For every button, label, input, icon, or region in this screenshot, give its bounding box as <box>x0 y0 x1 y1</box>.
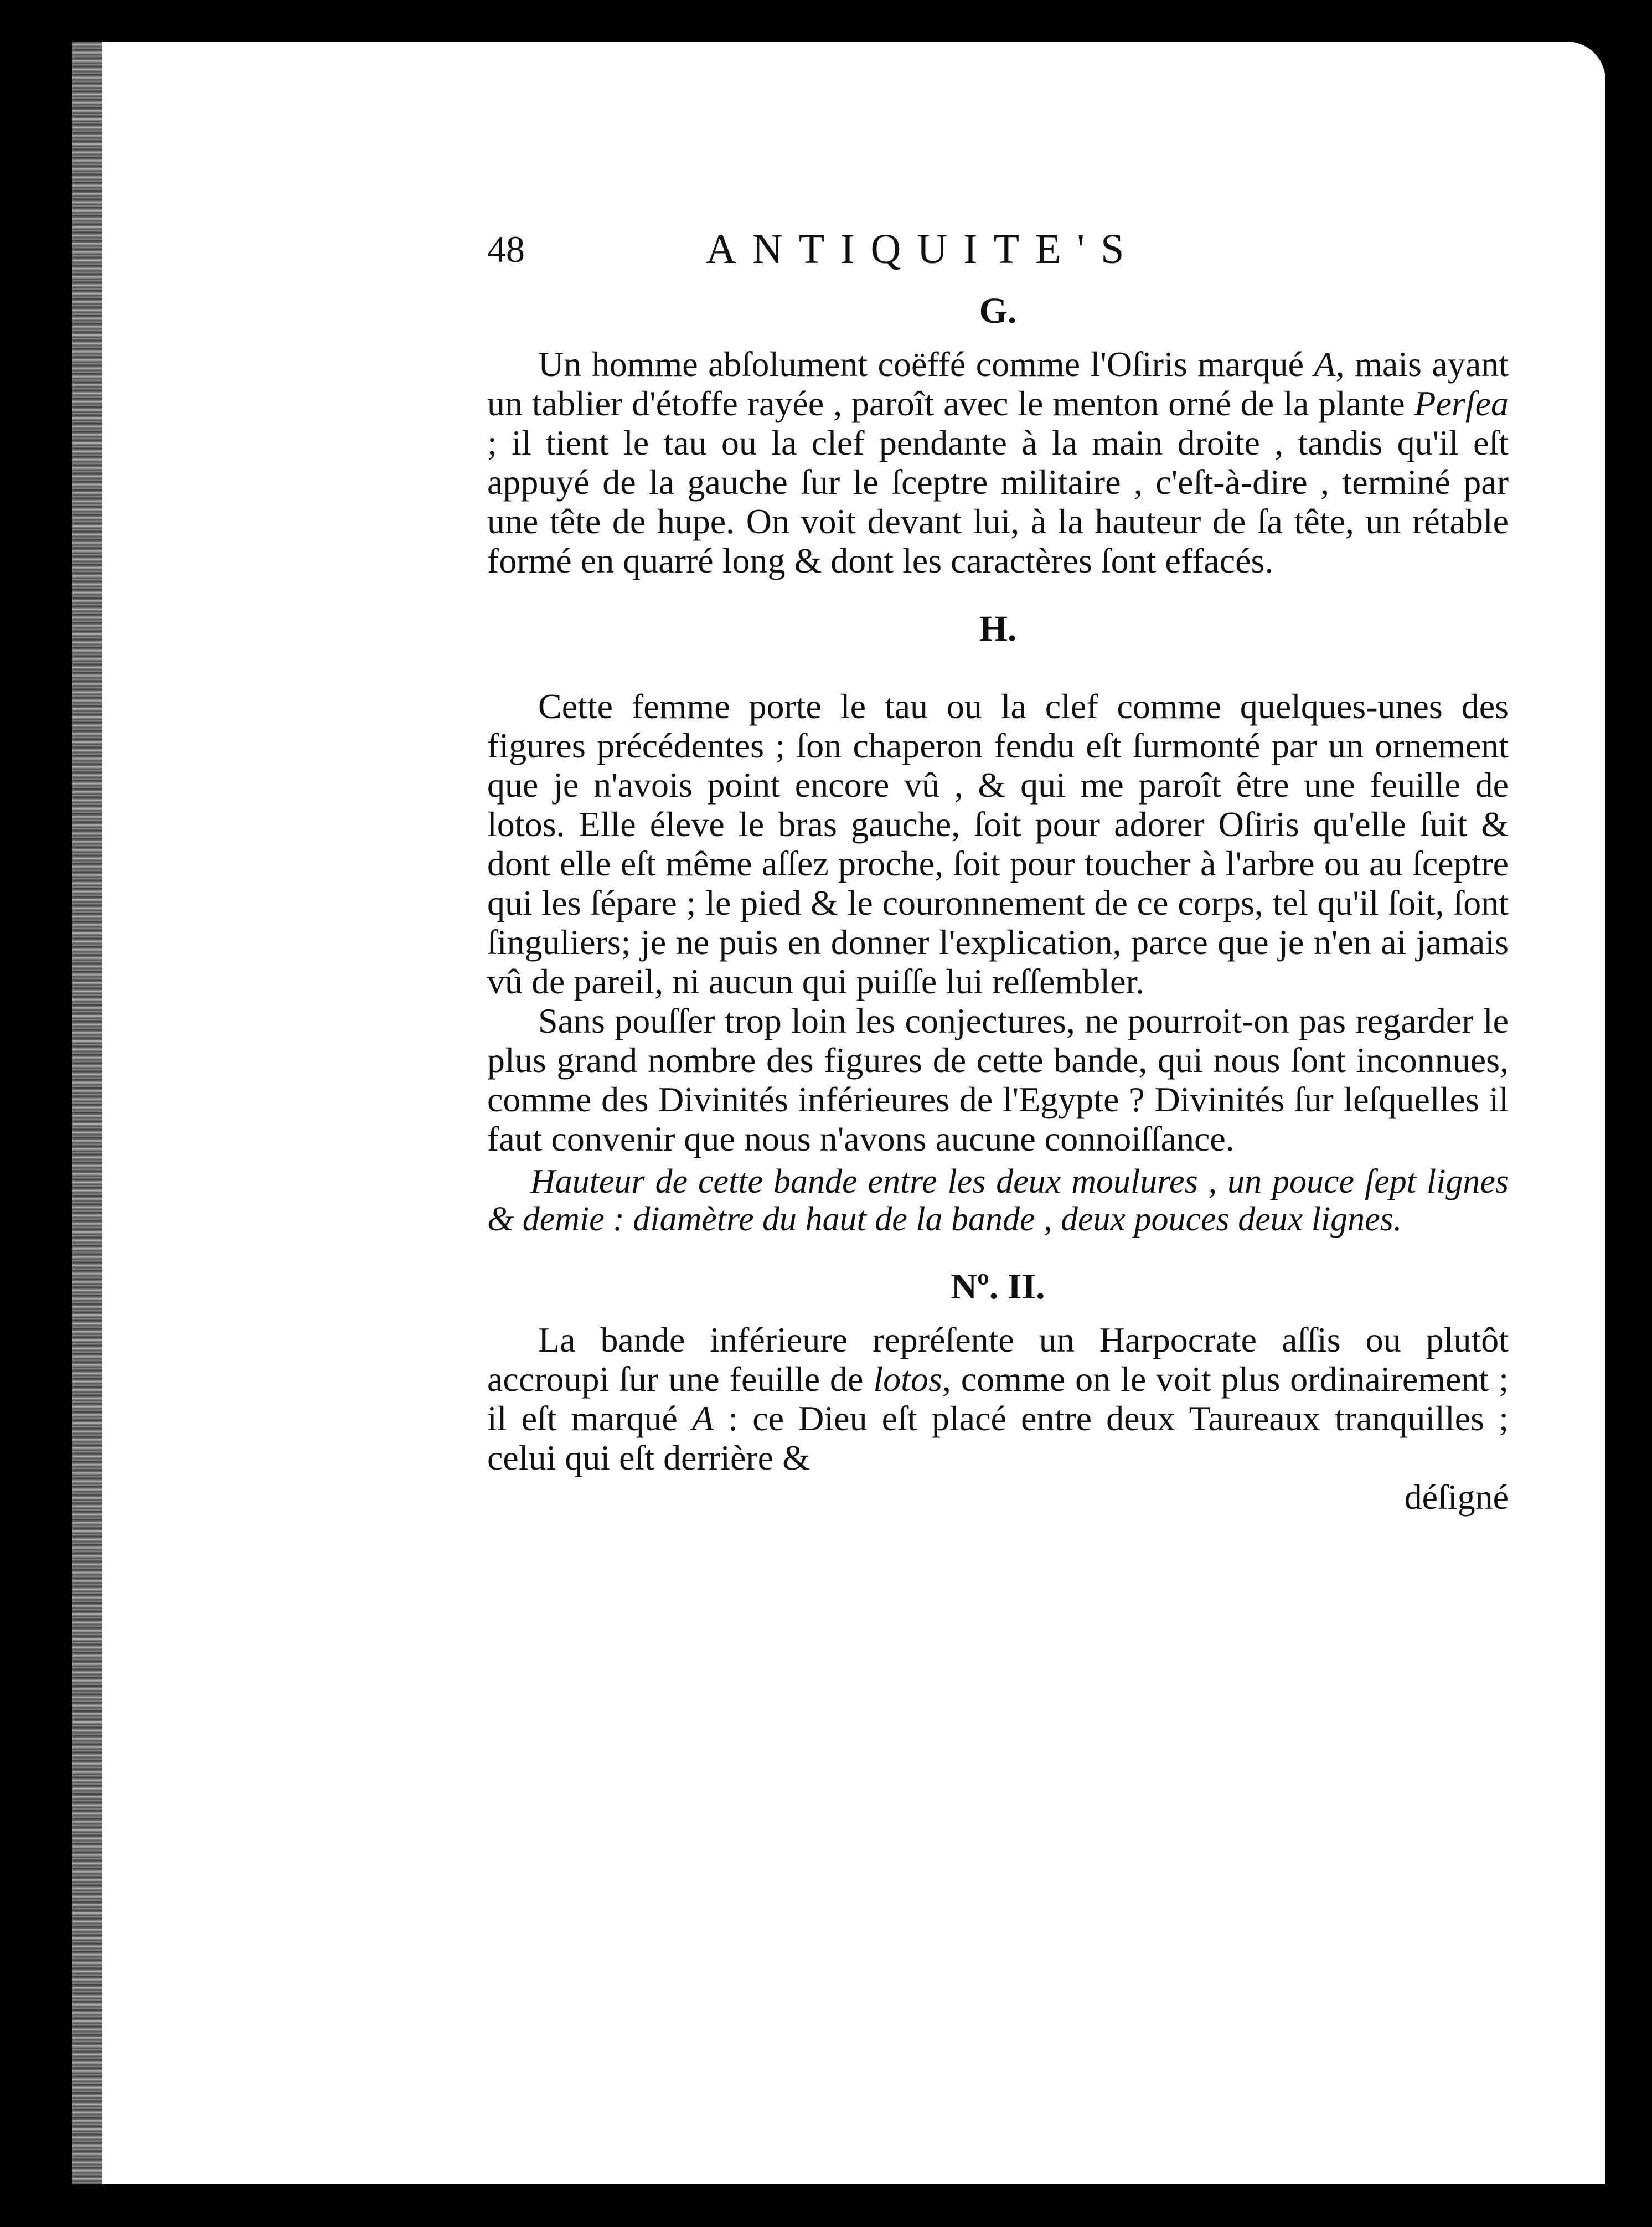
section-heading-h: H. <box>979 609 1017 649</box>
book-page <box>72 42 1605 2184</box>
running-title: ANTIQUITE'S <box>706 226 1140 272</box>
page-binding-edge <box>72 42 102 2184</box>
plant-name-persea: Perſea <box>1414 384 1509 423</box>
marker-a: A <box>1314 344 1336 384</box>
marker-a-2: A <box>691 1399 714 1438</box>
catchword: déſigné <box>1404 1477 1509 1517</box>
text-block <box>487 216 1509 1517</box>
paragraph-n2-text-2: , comme on le voit plus ordinairement ; il eſt marqué <box>487 1359 1509 1438</box>
paragraph-g <box>487 344 1509 580</box>
word-lotos: lotos <box>873 1359 942 1399</box>
paragraph-h-2: Sans pouſſer trop loin les conjectures, ne pourroit-on pas regarder le plus grand nombre des figures de cette bande, qui nous ſont inconnues, comme des Divinités inférieures de l'Egypte ? Divinités ſur leſquelles il faut convenir que nous n'avons aucune connoiſſance. <box>487 1001 1509 1158</box>
page-number: 48 <box>487 228 525 270</box>
paragraph-g-text-2: , mais ayant un tablier d'étoffe rayée , paroît avec le menton orné de la plante <box>487 344 1509 423</box>
section-heading-g: G. <box>979 291 1017 331</box>
paragraph-g-text-3: ; il tient le tau ou la clef pendante à la main droite , tandis qu'il eſt appuyé de la gauche ſur le ſceptre militaire , c'eſt-à-dire , terminé par une tête de hupe. On voit devant lui, à la hauteur de ſa tête, un rétable formé en quarré long & dont les caractères ſont effacés. <box>487 423 1509 580</box>
paragraph-n2 <box>487 1320 1509 1477</box>
running-head <box>487 216 1509 282</box>
paragraph-n2-text-3: : ce Dieu eſt placé entre deux Taureaux tranquilles ; celui qui eſt derrière & <box>487 1399 1509 1477</box>
paragraph-n2-text-1: La bande inférieure repréſente un Harpocrate aſſis ou plutôt accroupi ſur une feuille de <box>487 1320 1509 1399</box>
section-heading-n2: Nº. II. <box>951 1266 1045 1307</box>
paragraph-g-text-1: Un homme abſolument coëffé comme l'Oſiris marqué <box>538 344 1314 384</box>
measurement-note: Hauteur de cette bande entre les deux moulures , un pouce ſept lignes & demie : diamètre du haut de la bande , deux pouces deux lignes. <box>487 1163 1509 1238</box>
paragraph-h-1: Cette femme porte le tau ou la clef comme quelques-unes des figures précédentes ; ſon chaperon fendu eſt ſurmonté par un ornement que je n'avois point encore vû , & qui me paroît être une feuille de lotos. Elle éleve le bras gauche, ſoit pour adorer Oſiris qu'elle ſuit & dont elle eſt même aſſez proche, ſoit pour toucher à l'arbre ou au ſceptre qui les ſépare ; le pied & le couronnement de ce corps, tel qu'il ſoit, ſont ſinguliers; je ne puis en donner l'explication, parce que je n'en ai jamais vû de pareil, ni aucun qui puiſſe lui reſſembler. <box>487 687 1509 1001</box>
